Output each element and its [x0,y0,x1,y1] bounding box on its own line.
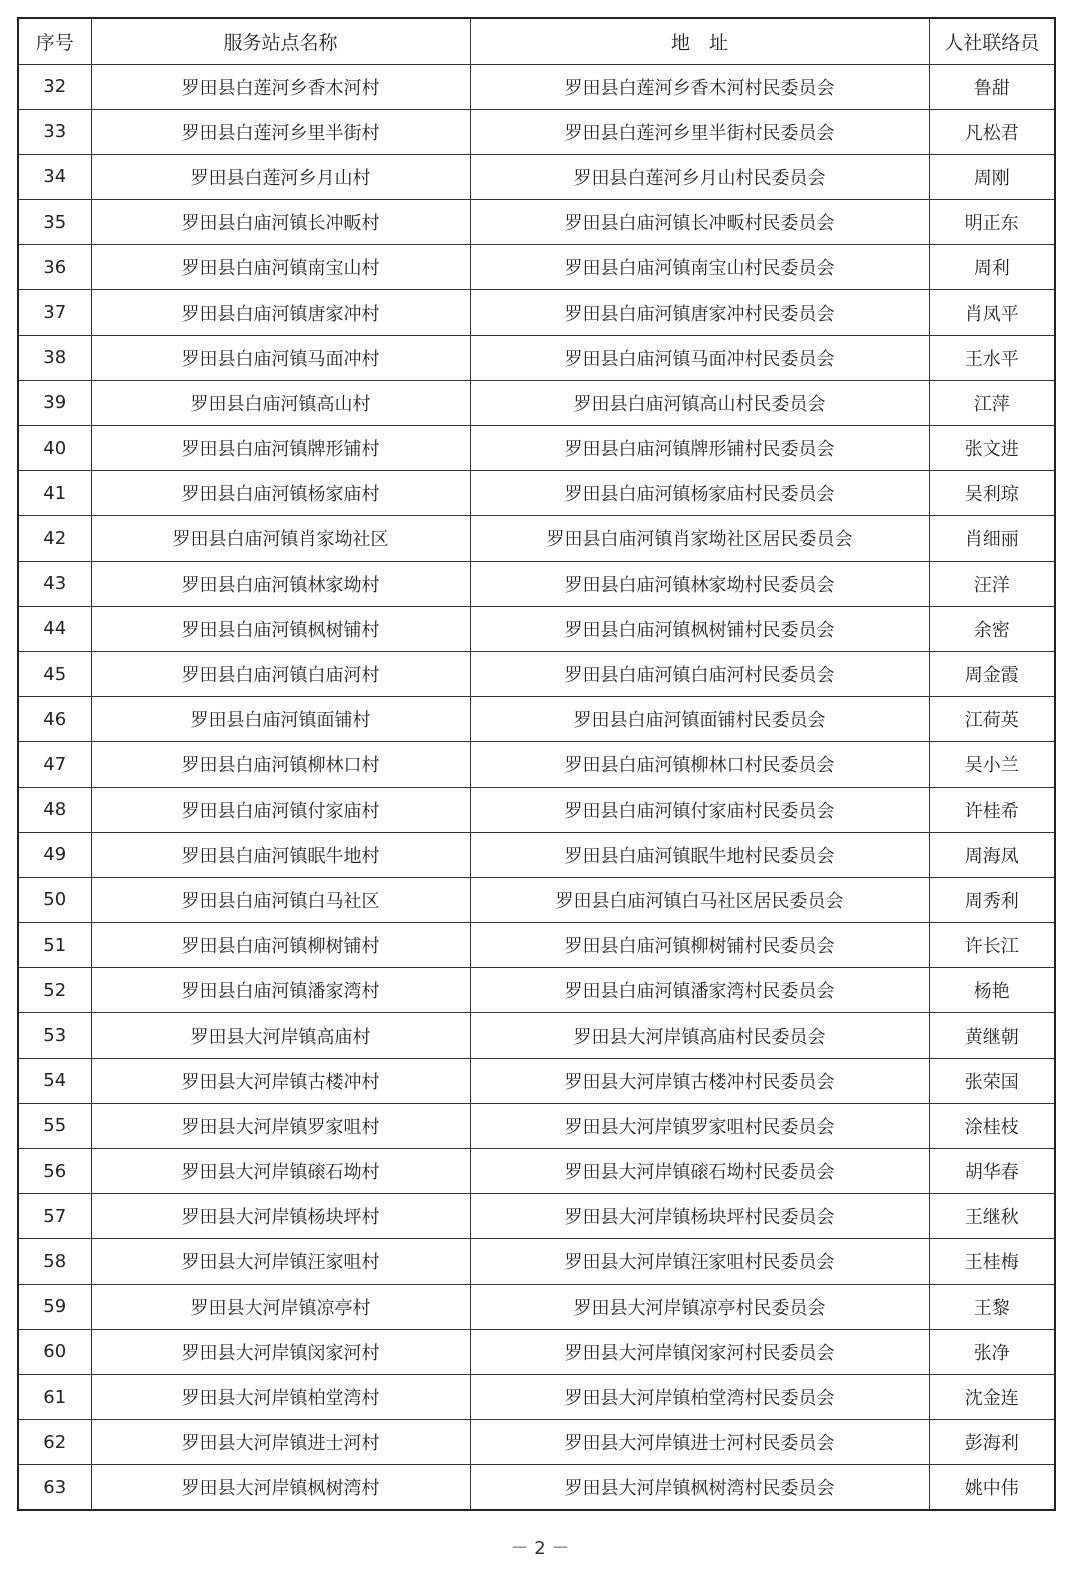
cell-station: 罗田县白庙河镇面铺村 [91,697,470,742]
cell-address: 罗田县白庙河镇杨家庙村民委员会 [470,471,929,516]
cell-address: 罗田县白庙河镇肖家坳社区居民委员会 [470,516,929,561]
table-row [18,245,1055,290]
cell-index: 40 [18,426,91,471]
cell-address: 罗田县白庙河镇马面冲村民委员会 [470,335,929,380]
cell-address: 罗田县白庙河镇牌形铺村民委员会 [470,426,929,471]
table-row [18,516,1055,561]
cell-index: 52 [18,968,91,1013]
cell-contact: 余密 [929,606,1055,651]
cell-station: 罗田县大河岸镇汪家咀村 [91,1239,470,1284]
cell-contact: 吴小兰 [929,742,1055,787]
cell-index: 32 [18,64,91,109]
cell-address: 罗田县大河岸镇高庙村民委员会 [470,1013,929,1058]
service-station-table [17,17,1056,1511]
column-header-index: 序号 [18,18,91,64]
cell-contact: 沈金连 [929,1374,1055,1419]
column-header-station: 服务站点名称 [91,18,470,64]
cell-station: 罗田县白庙河镇付家庙村 [91,787,470,832]
cell-station: 罗田县白莲河乡月山村 [91,154,470,199]
table-row [18,471,1055,516]
cell-station: 罗田县白庙河镇眠牛地村 [91,832,470,877]
cell-station: 罗田县白庙河镇长冲畈村 [91,200,470,245]
cell-address: 罗田县大河岸镇汪家咀村民委员会 [470,1239,929,1284]
cell-contact: 凡松君 [929,109,1055,154]
table-row [18,154,1055,199]
cell-index: 46 [18,697,91,742]
cell-contact: 涂桂枝 [929,1103,1055,1148]
column-header-address: 地 址 [470,18,929,64]
cell-index: 36 [18,245,91,290]
cell-station: 罗田县白庙河镇柳林口村 [91,742,470,787]
cell-index: 58 [18,1239,91,1284]
cell-address: 罗田县白庙河镇林家坳村民委员会 [470,561,929,606]
cell-station: 罗田县白庙河镇枫树铺村 [91,606,470,651]
cell-station: 罗田县大河岸镇凉亭村 [91,1284,470,1329]
cell-address: 罗田县白庙河镇高山村民委员会 [470,380,929,425]
table-row [18,968,1055,1013]
column-header-contact: 人社联络员 [929,18,1055,64]
table-row [18,335,1055,380]
cell-station: 罗田县白庙河镇高山村 [91,380,470,425]
table-row [18,1103,1055,1148]
cell-station: 罗田县白莲河乡里半街村 [91,109,470,154]
table-row [18,1149,1055,1194]
cell-index: 34 [18,154,91,199]
cell-contact: 许桂希 [929,787,1055,832]
cell-station: 罗田县白莲河乡香木河村 [91,64,470,109]
cell-station: 罗田县大河岸镇进士河村 [91,1420,470,1465]
table-row [18,1058,1055,1103]
cell-address: 罗田县白庙河镇南宝山村民委员会 [470,245,929,290]
cell-address: 罗田县大河岸镇凉亭村民委员会 [470,1284,929,1329]
cell-index: 47 [18,742,91,787]
table-header-row [18,18,1055,64]
cell-address: 罗田县白莲河乡月山村民委员会 [470,154,929,199]
cell-contact: 张文进 [929,426,1055,471]
cell-index: 45 [18,651,91,696]
cell-contact: 王水平 [929,335,1055,380]
cell-address: 罗田县白庙河镇面铺村民委员会 [470,697,929,742]
cell-station: 罗田县白庙河镇白马社区 [91,877,470,922]
table-row [18,1239,1055,1284]
cell-index: 38 [18,335,91,380]
cell-index: 56 [18,1149,91,1194]
cell-contact: 黄继朝 [929,1013,1055,1058]
cell-station: 罗田县白庙河镇林家坳村 [91,561,470,606]
table-row [18,1465,1055,1510]
cell-contact: 姚中伟 [929,1465,1055,1510]
cell-contact: 周刚 [929,154,1055,199]
cell-contact: 江萍 [929,380,1055,425]
cell-index: 55 [18,1103,91,1148]
cell-contact: 彭海利 [929,1420,1055,1465]
table-row [18,1374,1055,1419]
table-row [18,1329,1055,1374]
cell-contact: 许长江 [929,923,1055,968]
cell-index: 37 [18,290,91,335]
cell-contact: 汪洋 [929,561,1055,606]
cell-address: 罗田县白庙河镇长冲畈村民委员会 [470,200,929,245]
cell-station: 罗田县大河岸镇闵家河村 [91,1329,470,1374]
cell-address: 罗田县白庙河镇潘家湾村民委员会 [470,968,929,1013]
cell-index: 48 [18,787,91,832]
cell-station: 罗田县大河岸镇杨块坪村 [91,1194,470,1239]
table-row [18,787,1055,832]
table-row [18,1284,1055,1329]
table-row [18,64,1055,109]
cell-address: 罗田县白庙河镇唐家冲村民委员会 [470,290,929,335]
cell-contact: 鲁甜 [929,64,1055,109]
cell-index: 63 [18,1465,91,1510]
cell-station: 罗田县白庙河镇柳树铺村 [91,923,470,968]
cell-index: 41 [18,471,91,516]
cell-address: 罗田县大河岸镇古楼冲村民委员会 [470,1058,929,1103]
cell-address: 罗田县白庙河镇眠牛地村民委员会 [470,832,929,877]
cell-station: 罗田县大河岸镇古楼冲村 [91,1058,470,1103]
cell-address: 罗田县大河岸镇进士河村民委员会 [470,1420,929,1465]
cell-address: 罗田县大河岸镇杨块坪村民委员会 [470,1194,929,1239]
cell-index: 54 [18,1058,91,1103]
table-row [18,697,1055,742]
table-row [18,426,1055,471]
cell-station: 罗田县白庙河镇唐家冲村 [91,290,470,335]
cell-contact: 周利 [929,245,1055,290]
cell-contact: 胡华春 [929,1149,1055,1194]
cell-station: 罗田县白庙河镇南宝山村 [91,245,470,290]
table-row [18,561,1055,606]
cell-index: 51 [18,923,91,968]
table-row [18,109,1055,154]
cell-address: 罗田县白庙河镇柳树铺村民委员会 [470,923,929,968]
cell-contact: 张荣国 [929,1058,1055,1103]
cell-station: 罗田县大河岸镇罗家咀村 [91,1103,470,1148]
cell-index: 61 [18,1374,91,1419]
cell-address: 罗田县白庙河镇付家庙村民委员会 [470,787,929,832]
cell-contact: 周金霞 [929,651,1055,696]
cell-contact: 肖细丽 [929,516,1055,561]
cell-address: 罗田县大河岸镇闵家河村民委员会 [470,1329,929,1374]
table-row [18,1194,1055,1239]
cell-address: 罗田县白庙河镇柳林口村民委员会 [470,742,929,787]
cell-contact: 王黎 [929,1284,1055,1329]
cell-contact: 周秀利 [929,877,1055,922]
cell-station: 罗田县白庙河镇牌形铺村 [91,426,470,471]
cell-contact: 肖凤平 [929,290,1055,335]
cell-index: 42 [18,516,91,561]
table-row [18,1420,1055,1465]
cell-station: 罗田县白庙河镇杨家庙村 [91,471,470,516]
cell-index: 43 [18,561,91,606]
table-row [18,200,1055,245]
cell-address: 罗田县白庙河镇白庙河村民委员会 [470,651,929,696]
cell-contact: 王继秋 [929,1194,1055,1239]
table-row [18,651,1055,696]
cell-contact: 明正东 [929,200,1055,245]
cell-contact: 杨艳 [929,968,1055,1013]
cell-station: 罗田县大河岸镇枫树湾村 [91,1465,470,1510]
cell-contact: 王桂梅 [929,1239,1055,1284]
cell-address: 罗田县大河岸镇罗家咀村民委员会 [470,1103,929,1148]
cell-index: 50 [18,877,91,922]
cell-station: 罗田县大河岸镇磙石坳村 [91,1149,470,1194]
table-row [18,290,1055,335]
table-row [18,1013,1055,1058]
cell-address: 罗田县大河岸镇枫树湾村民委员会 [470,1465,929,1510]
cell-index: 53 [18,1013,91,1058]
cell-index: 57 [18,1194,91,1239]
cell-station: 罗田县白庙河镇潘家湾村 [91,968,470,1013]
cell-index: 44 [18,606,91,651]
cell-address: 罗田县白庙河镇白马社区居民委员会 [470,877,929,922]
table-row [18,877,1055,922]
table-row [18,832,1055,877]
cell-contact: 张净 [929,1329,1055,1374]
cell-address: 罗田县白莲河乡里半街村民委员会 [470,109,929,154]
cell-index: 39 [18,380,91,425]
cell-station: 罗田县白庙河镇白庙河村 [91,651,470,696]
table-row [18,742,1055,787]
cell-address: 罗田县白莲河乡香木河村民委员会 [470,64,929,109]
cell-contact: 周海凤 [929,832,1055,877]
cell-station: 罗田县大河岸镇高庙村 [91,1013,470,1058]
cell-index: 60 [18,1329,91,1374]
cell-index: 35 [18,200,91,245]
cell-station: 罗田县大河岸镇柏堂湾村 [91,1374,470,1419]
cell-index: 59 [18,1284,91,1329]
table-row [18,923,1055,968]
cell-index: 33 [18,109,91,154]
cell-contact: 江荷英 [929,697,1055,742]
cell-index: 49 [18,832,91,877]
cell-address: 罗田县大河岸镇磙石坳村民委员会 [470,1149,929,1194]
cell-index: 62 [18,1420,91,1465]
cell-address: 罗田县白庙河镇枫树铺村民委员会 [470,606,929,651]
cell-address: 罗田县大河岸镇柏堂湾村民委员会 [470,1374,929,1419]
cell-station: 罗田县白庙河镇肖家坳社区 [91,516,470,561]
cell-contact: 吴利琼 [929,471,1055,516]
cell-station: 罗田县白庙河镇马面冲村 [91,335,470,380]
page-number: － 2 － [510,1538,570,1559]
table-row [18,606,1055,651]
table-row [18,380,1055,425]
